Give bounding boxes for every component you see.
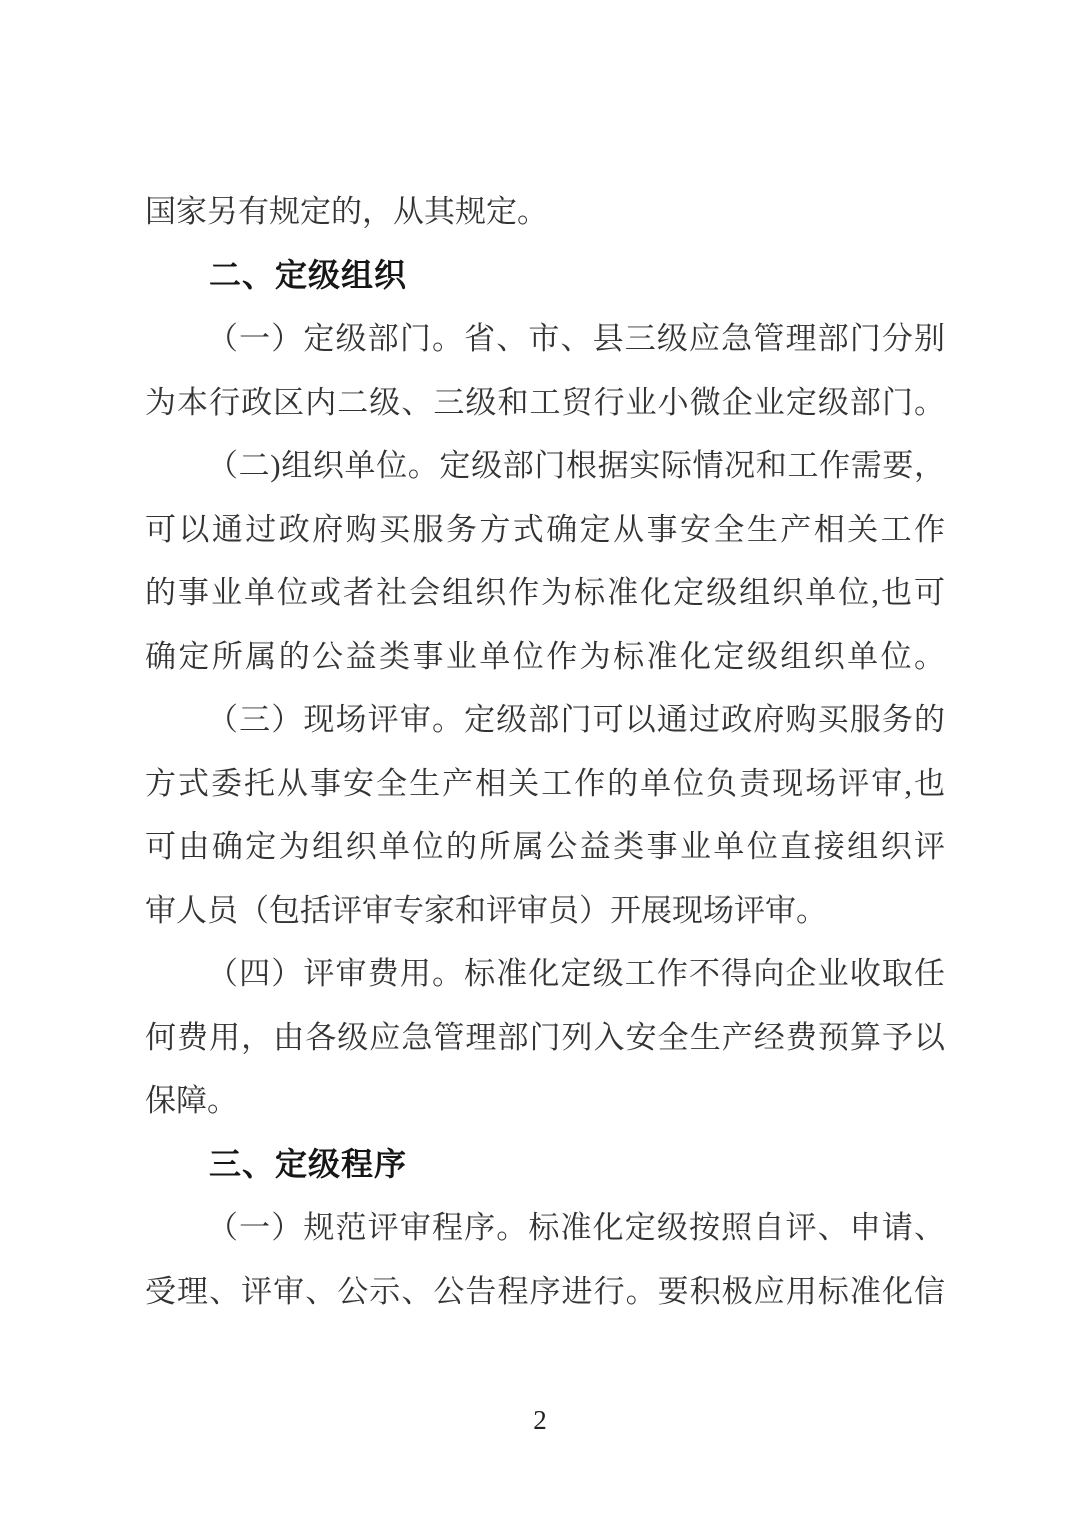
text-line: 国家另有规定的，从其规定。 bbox=[145, 194, 548, 229]
text-line: 的事业单位或者社会组织作为标准化定级组织单位,也可 bbox=[145, 575, 945, 610]
text-line: 为本行政区内二级、三级和工贸行业小微企业定级部门。 bbox=[145, 384, 945, 420]
text-line: （一）规范评审程序。标准化定级按照自评、申请、 bbox=[207, 1210, 945, 1245]
text-line: 保障。 bbox=[145, 1083, 238, 1118]
text-line: 受理、评审、公示、公告程序进行。要积极应用标准化信 bbox=[145, 1273, 945, 1309]
text-line: 可由确定为组织单位的所属公益类事业单位直接组织评 bbox=[145, 829, 945, 864]
text-line: （四）评审费用。标准化定级工作不得向企业收取任 bbox=[207, 956, 945, 991]
text-line: 审人员（包括评审专家和评审员）开展现场评审。 bbox=[145, 892, 827, 928]
text-line: 确定所属的公益类事业单位作为标准化定级组织单位。 bbox=[145, 638, 945, 674]
text-line: 何费用，由各级应急管理部门列入安全生产经费预算予以 bbox=[145, 1019, 945, 1055]
section-heading: 二、定级组织 bbox=[209, 256, 408, 293]
text-line: （二)组织单位。定级部门根据实际情况和工作需要， bbox=[207, 448, 945, 483]
text-line: （一）定级部门。省、市、县三级应急管理部门分别 bbox=[207, 321, 945, 356]
text-line: 可以通过政府购买服务方式确定从事安全生产相关工作 bbox=[145, 511, 945, 547]
text-line: （三）现场评审。定级部门可以通过政府购买服务的 bbox=[207, 702, 945, 737]
section-heading: 三、定级程序 bbox=[209, 1145, 408, 1182]
text-line: 方式委托从事安全生产相关工作的单位负责现场评审,也 bbox=[145, 765, 945, 801]
page-number: 2 bbox=[533, 1405, 547, 1435]
document-body bbox=[145, 180, 945, 1323]
